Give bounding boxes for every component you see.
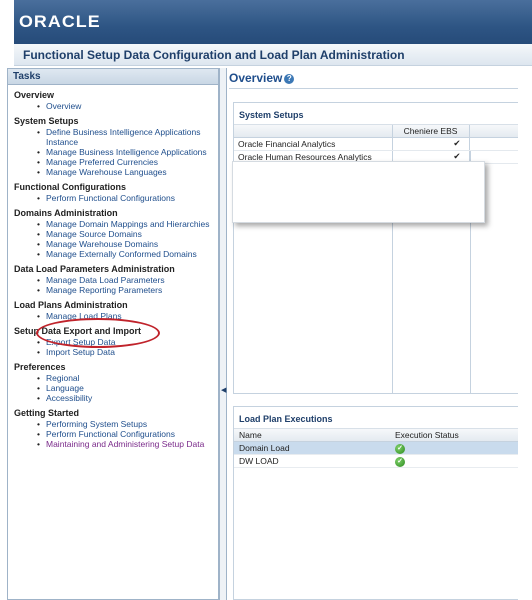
collapse-arrow-icon[interactable]: ◀ xyxy=(221,387,227,394)
load-plan-executions-panel xyxy=(233,406,518,600)
task-perform-functional-configurations[interactable]: • Perform Functional Configurations xyxy=(14,193,212,203)
column-header-execution-status: Execution Status xyxy=(390,429,518,441)
task-accessibility[interactable]: • Accessibility xyxy=(14,393,212,403)
section-system-setups: System Setups xyxy=(14,116,79,126)
task-manage-warehouse-domains[interactable]: • Manage Warehouse Domains xyxy=(14,239,212,249)
system-setups-table xyxy=(234,125,518,164)
blank-header xyxy=(469,125,518,137)
system-setups-panel xyxy=(233,102,518,394)
oracle-banner xyxy=(14,0,532,44)
task-manage-preferred-currencies[interactable]: • Manage Preferred Currencies xyxy=(14,157,212,167)
task-manage-bi-applications[interactable]: • Manage Business Intelligence Applications xyxy=(14,147,212,157)
column-header-cheniere-ebs: Cheniere EBS xyxy=(392,125,469,137)
tasks-panel xyxy=(7,68,219,600)
help-icon[interactable]: ? xyxy=(284,74,294,84)
section-getting-started: Getting Started xyxy=(14,408,80,418)
task-manage-domain-mappings[interactable]: • Manage Domain Mappings and Hierarchies xyxy=(14,219,212,229)
load-plan-name: DW LOAD xyxy=(234,454,390,467)
load-plan-executions-title: Load Plan Executions xyxy=(234,407,518,429)
section-functional-configurations: Functional Configurations xyxy=(14,182,126,192)
task-define-bi-applications-instance[interactable]: • Define Business Intelligence Applications Instance xyxy=(14,127,214,147)
section-overview: Overview xyxy=(14,90,55,100)
task-manage-warehouse-languages[interactable]: • Manage Warehouse Languages xyxy=(14,167,212,177)
row-label: Oracle Human Resources Analytics xyxy=(234,150,392,163)
oracle-logo: ORACLE xyxy=(19,12,101,31)
overview-title: Overview xyxy=(229,71,283,85)
overview-divider xyxy=(229,88,518,89)
column-header-name: Name xyxy=(234,429,390,441)
section-domains-administration: Domains Administration xyxy=(14,208,118,218)
table-row[interactable] xyxy=(234,441,518,454)
panel-splitter[interactable] xyxy=(219,68,227,600)
status-cell xyxy=(390,454,518,467)
status-cell xyxy=(390,441,518,454)
task-manage-reporting-parameters[interactable]: • Manage Reporting Parameters xyxy=(14,285,212,295)
section-data-load-parameters: Data Load Parameters Administration xyxy=(14,264,175,274)
page-header xyxy=(14,44,532,66)
tasks-list xyxy=(8,85,218,449)
success-check-icon: ✓ xyxy=(395,457,405,467)
table-row[interactable] xyxy=(234,137,518,150)
row-label: Oracle Financial Analytics xyxy=(234,137,392,150)
task-manage-data-load-parameters[interactable]: • Manage Data Load Parameters xyxy=(14,275,212,285)
task-language[interactable]: • Language xyxy=(14,383,212,393)
load-plan-executions-table xyxy=(234,429,518,468)
system-setups-title: System Setups xyxy=(234,103,518,125)
success-check-icon: ✓ xyxy=(395,444,405,454)
section-preferences: Preferences xyxy=(14,362,66,372)
tasks-header: Tasks xyxy=(8,69,218,85)
task-export-setup-data[interactable]: • Export Setup Data xyxy=(14,337,212,347)
blank-cell xyxy=(469,137,518,150)
check-mark-icon: ✔ xyxy=(392,150,469,163)
task-perform-functional-configurations-guide[interactable]: • Perform Functional Configurations xyxy=(14,429,212,439)
page-title: Functional Setup Data Configuration and Load Plan Administration xyxy=(23,48,405,62)
blank-header xyxy=(234,125,392,137)
context-popup xyxy=(232,161,485,223)
load-plan-name: Domain Load xyxy=(234,441,390,454)
task-regional[interactable]: • Regional xyxy=(14,373,212,383)
task-manage-load-plans[interactable]: • Manage Load Plans xyxy=(14,311,212,321)
table-row[interactable] xyxy=(234,454,518,467)
task-manage-source-domains[interactable]: • Manage Source Domains xyxy=(14,229,212,239)
task-manage-externally-conformed-domains[interactable]: • Manage Externally Conformed Domains xyxy=(14,249,212,259)
task-maintaining-setup-data[interactable]: • Maintaining and Administering Setup Data xyxy=(14,439,212,449)
overview-heading xyxy=(229,71,294,85)
section-load-plans-administration: Load Plans Administration xyxy=(14,300,128,310)
section-setup-data-export-import: Setup Data Export and Import xyxy=(14,326,142,336)
check-mark-icon: ✔ xyxy=(392,137,469,150)
task-overview[interactable]: • Overview xyxy=(14,101,212,111)
task-performing-system-setups[interactable]: • Performing System Setups xyxy=(14,419,212,429)
task-import-setup-data[interactable]: • Import Setup Data xyxy=(14,347,212,357)
